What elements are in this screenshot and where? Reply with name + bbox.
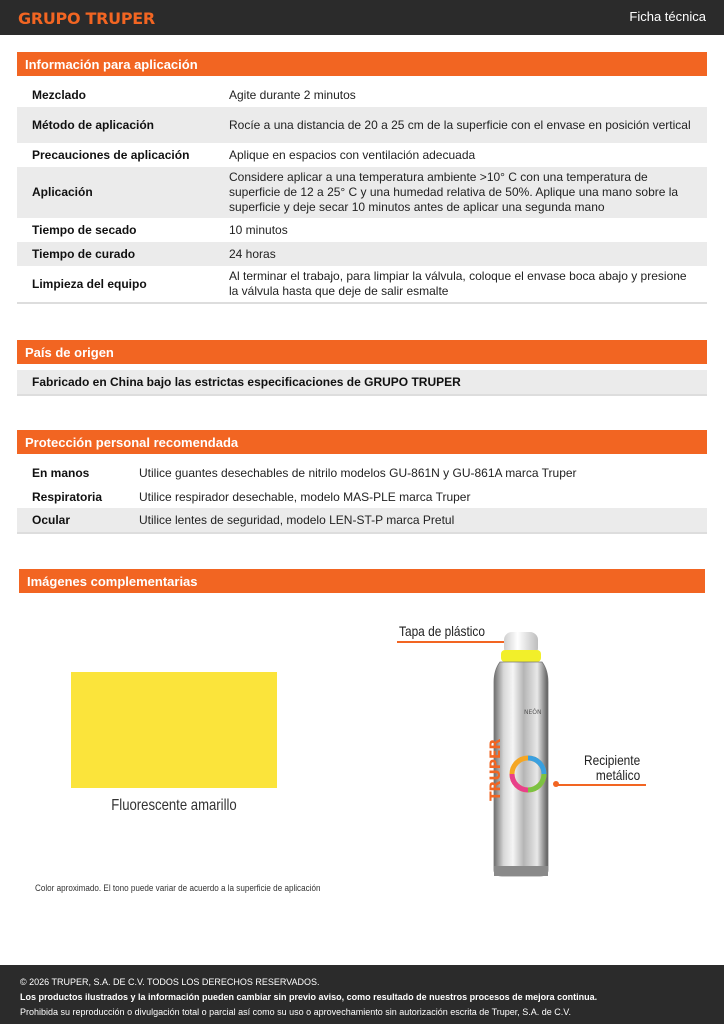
row-label: Precauciones de aplicación <box>32 147 190 162</box>
section-protection-header: Protección personal recomendada <box>17 430 707 454</box>
footer-legal: Prohibida su reproducción o divulgación total o parcial así como su uso o aprovechamiento sin autorización escrita de Truper, S.A. de C.V. <box>20 1007 571 1017</box>
row-value: Rocíe a una distancia de 20 a 25 cm de la superficie con el envase en posición vertical <box>229 117 691 132</box>
row-label: Respiratoria <box>32 489 103 504</box>
table-row <box>17 83 707 107</box>
divider <box>17 532 707 534</box>
row-value: Agite durante 2 minutos <box>229 87 356 102</box>
footer-disclaimer: Los productos ilustrados y la información pueden cambiar sin previo aviso, como resultado de nuestros procesos de mejora continua. <box>20 992 598 1002</box>
row-value: Aplique en espacios con ventilación adecuada <box>229 147 476 162</box>
color-swatch <box>71 672 277 788</box>
section-images-header: Imágenes complementarias <box>19 569 705 593</box>
callout-can-line2: metálico <box>595 767 641 783</box>
can-label: NEÓN <box>524 709 542 716</box>
divider <box>17 394 707 396</box>
section-application-header: Información para aplicación <box>17 52 707 76</box>
cap-ring <box>501 650 541 662</box>
table-row <box>17 508 707 532</box>
row-value: Utilice respirador desechable, modelo MAS-PLE marca Truper <box>139 489 471 504</box>
swatch-caption: Fluorescente amarillo <box>111 797 237 814</box>
row-label: Método de aplicación <box>32 117 155 132</box>
table-row <box>17 218 707 242</box>
row-label: Mezclado <box>32 87 87 102</box>
row-value: Utilice guantes desechables de nitrilo modelos GU-861N y GU-861A marca Truper <box>139 465 577 480</box>
row-label: Tiempo de secado <box>32 222 137 237</box>
row-label: Aplicación <box>32 185 93 199</box>
color-note: Color aproximado. El tono puede variar de acuerdo a la superficie de aplicación <box>35 883 321 893</box>
footer <box>0 965 724 1024</box>
footer-copyright: © 2026 TRUPER, S.A. DE C.V. TODOS LOS DERECHOS RESERVADOS. <box>20 977 320 987</box>
divider <box>17 302 707 304</box>
brand-logo: GRUPO TRUPER <box>18 9 155 28</box>
origin-row <box>17 370 707 394</box>
row-label: En manos <box>32 465 90 480</box>
row-label: Limpieza del equipo <box>32 276 147 291</box>
top-bar <box>0 0 724 35</box>
table-row <box>17 167 707 218</box>
row-label: Ocular <box>32 512 71 527</box>
row-value: 24 horas <box>229 246 276 261</box>
table-row <box>17 461 707 485</box>
section-origin-header: País de origen <box>17 340 707 364</box>
row-label: Tiempo de curado <box>32 246 136 261</box>
document-type: Ficha técnica <box>629 9 706 24</box>
callout-cap-label: Tapa de plástico <box>399 623 486 639</box>
table-row <box>17 242 707 266</box>
spray-can-image <box>480 626 570 882</box>
origin-text: Fabricado en China bajo las estrictas especificaciones de GRUPO TRUPER <box>32 374 461 389</box>
table-row <box>17 266 707 302</box>
callout-can-line1: Recipiente <box>584 752 641 768</box>
row-value: Al terminar el trabajo, para limpiar la válvula, coloque el envase boca abajo y presione la válvula hasta que deje de salir esmalte <box>229 269 687 298</box>
table-row <box>17 107 707 143</box>
row-value: Utilice lentes de seguridad, modelo LEN-ST-P marca Pretul <box>139 512 455 527</box>
callout-can-label <box>584 753 640 783</box>
can-brand: TRUPER <box>488 738 504 801</box>
table-row <box>17 143 707 167</box>
row-value: 10 minutos <box>229 222 288 237</box>
row-value: Considere aplicar a una temperatura ambiente >10° C con una temperatura de superficie de 12 a 25° C y una humedad relativa de 50%. Aplique una mano sobre la superficie y deje secar 10 minutos antes de aplicar una segunda mano <box>229 170 679 214</box>
can-base <box>494 866 548 876</box>
table-row <box>17 485 707 509</box>
